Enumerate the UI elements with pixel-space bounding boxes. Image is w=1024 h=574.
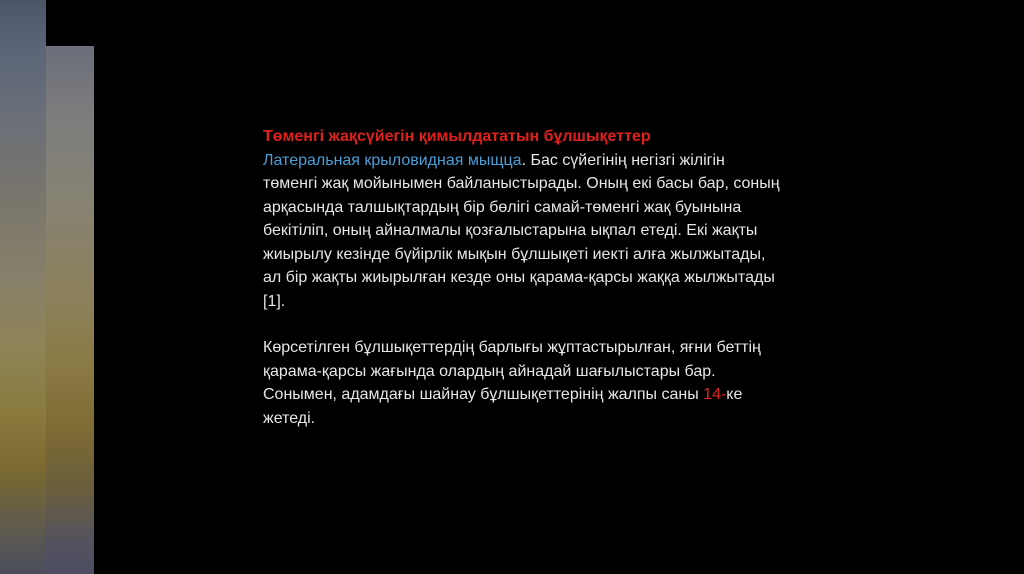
paragraph-1 bbox=[263, 125, 783, 313]
paragraph-2 bbox=[263, 336, 783, 430]
decorative-gradient-bar-right bbox=[46, 46, 94, 574]
paragraph-1-body: . Бас сүйегінің негізгі жілігін төменгі жақ мойынымен байланыстырады. Оның екі басы бар, соның арқасында талшықтардың бір бөлігі самай-төменгі жақ буынына бекітіліп, оның айналмалы қозғалыстарына ықпал етеді. Екі жақты жиырылу кезінде бүйірлік мықын бұлшықеті иекті алға жылжытады, ал бір жақты жиырылған кезде оны қарама-қарсы жаққа жылжытады [1]. bbox=[263, 151, 780, 310]
decorative-gradient-bar-left bbox=[0, 0, 46, 574]
slide-heading: Төменгі жақсүйегін қимылдататын бұлшықеттер bbox=[263, 128, 651, 145]
slide-text-content bbox=[263, 125, 783, 430]
paragraph-2-body-end: ке жетеді. bbox=[263, 386, 743, 427]
muscle-count: 14- bbox=[703, 386, 727, 403]
muscle-name: Латеральная крыловидная мыщца bbox=[263, 151, 522, 169]
paragraph-2-body-start: Көрсетілген бұлшықеттердің барлығы жұптастырылған, яғни беттің қарама-қарсы жағында олардың айнадай шағылыстары бар. Сонымен, адамдағы шайнау бұлшықеттерінің жалпы саны bbox=[263, 339, 761, 403]
